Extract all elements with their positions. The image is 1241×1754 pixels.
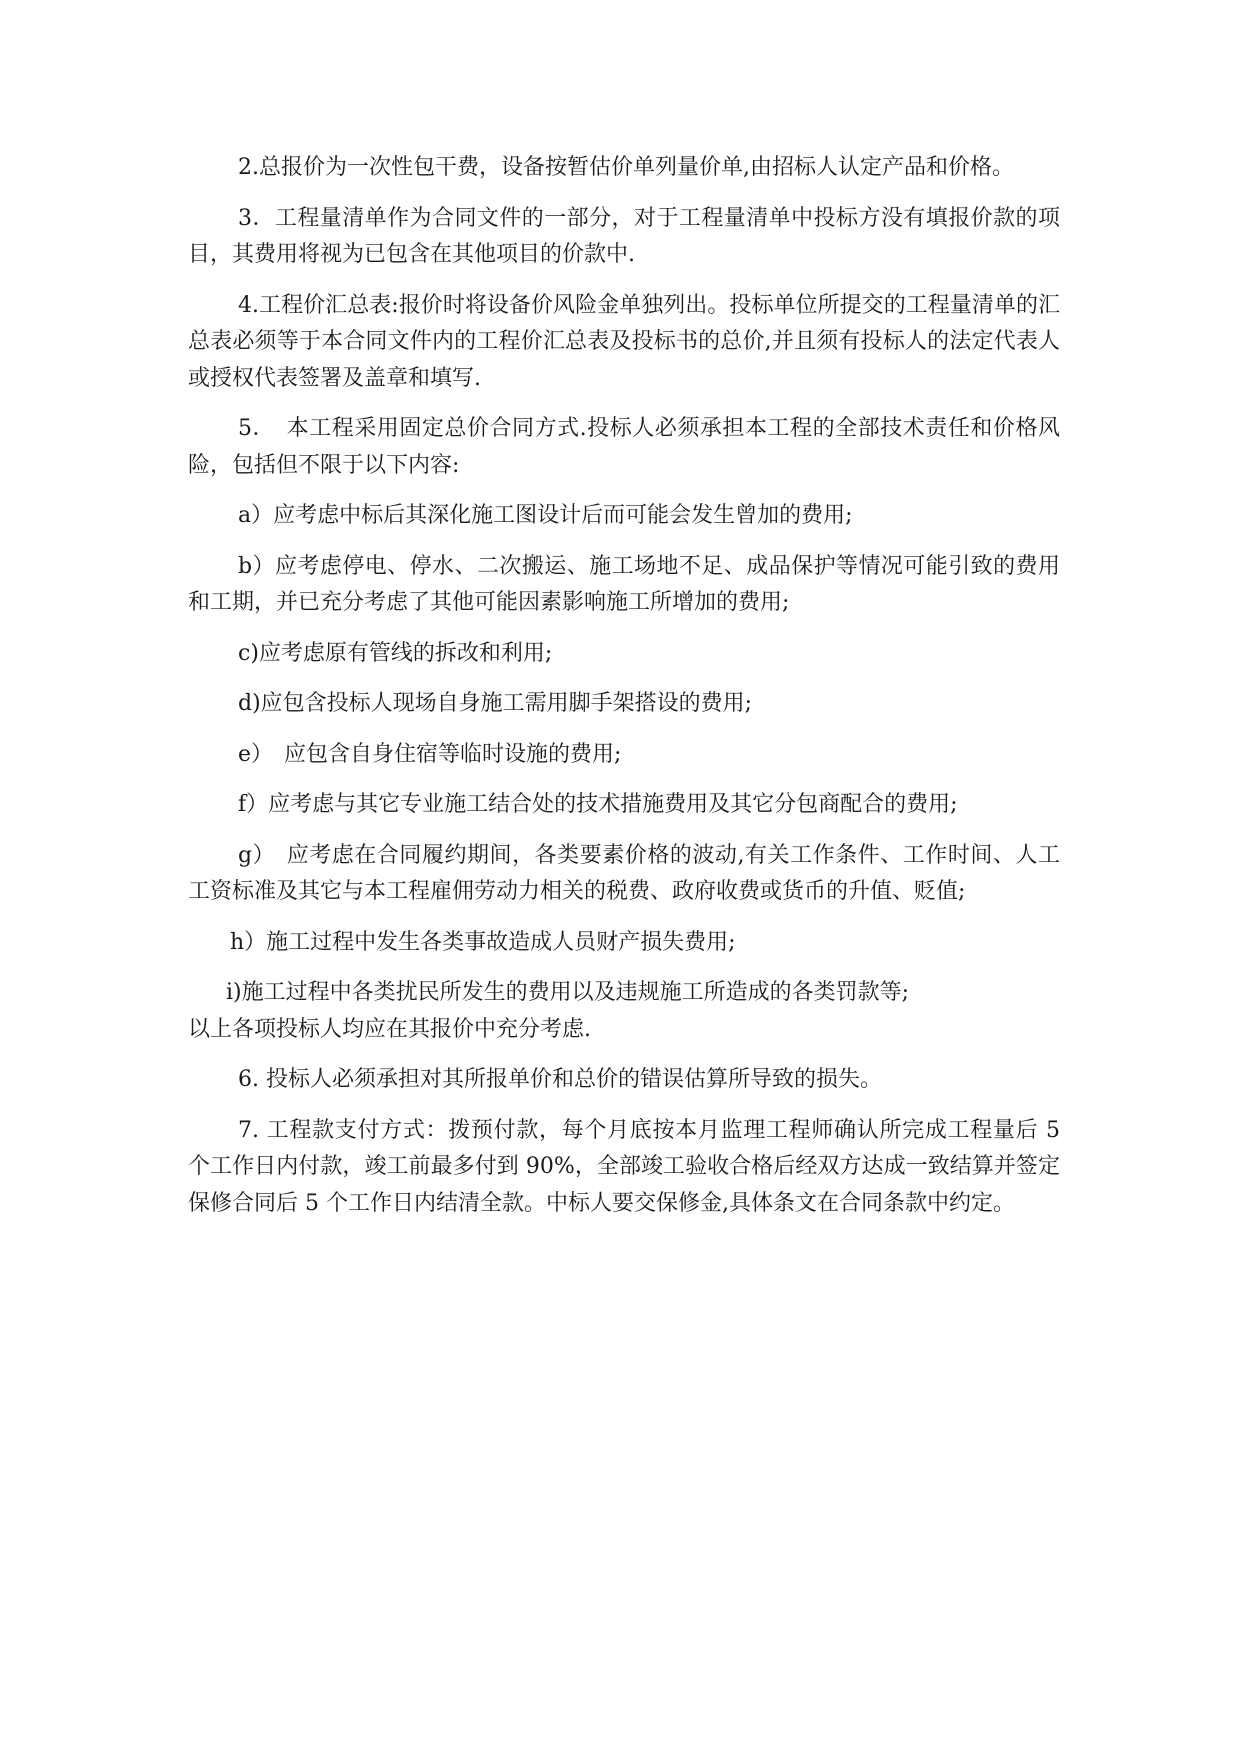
list-item-e: e） 应包含自身住宿等临时设施的费用; <box>238 741 622 767</box>
paragraph-4: 4.工程价汇总表:报价时将设备价风险金单独列出。投标单位所提交的工程量清单的汇总表必须等于本合同文件内的工程价汇总表及投标书的总价,并且须有投标人的法定代表人或授权代表签署及盖章和填写. <box>188 292 1060 391</box>
document-body <box>188 150 1060 1236</box>
list-item-a: a）应考虑中标后其深化施工图设计后而可能会发生曾加的费用; <box>238 503 853 528</box>
paragraph-6: 6. 投标人必须承担对其所报单价和总价的错误估算所导致的损失。 <box>238 1067 882 1092</box>
list-item-b: b）应考虑停电、停水、二次搬运、施工场地不足、成品保护等情况可能引致的费用和工期，并已充分考虑了其他可能因素影响施工所增加的费用; <box>188 553 1060 615</box>
summary-line: 以上各项投标人均应在其报价中充分考虑. <box>188 1016 591 1042</box>
paragraph-7: 7. 工程款支付方式：拨预付款，每个月底按本月监理工程师确认所完成工程量后 5 个工作日内付款，竣工前最多付到 90%，全部竣工验收合格后经双方达成一致结算并签定保修合同后 5 个工作日内结清全款。中标人要交保修金,具体条文在合同条款中约定。 <box>188 1117 1060 1216</box>
paragraph-5: 5． 本工程采用固定总价合同方式.投标人必须承担本工程的全部技术责任和价格风险，包括但不限于以下内容: <box>188 416 1060 478</box>
list-item-f: f）应考虑与其它专业施工结合处的技术措施费用及其它分包商配合的费用; <box>238 792 958 817</box>
paragraph-2: 2.总报价为一次性包干费，设备按暂估价单列量价单,由招标人认定产品和价格。 <box>238 155 1014 180</box>
list-item-c: c)应考虑原有管线的拆改和利用; <box>238 640 553 666</box>
list-item-g: g） 应考虑在合同履约期间，各类要素价格的波动,有关工作条件、工作时间、人工工资标准及其它与本工程雇佣劳动力相关的税费、政府收费或货币的升值、贬值; <box>188 842 1060 904</box>
list-item-d: d)应包含投标人现场自身施工需用脚手架搭设的费用; <box>238 691 753 716</box>
paragraph-3: 3．工程量清单作为合同文件的一部分，对于工程量清单中投标方没有填报价款的项目，其费用将视为已包含在其他项目的价款中. <box>188 205 1060 267</box>
list-item-i: i)施工过程中各类扰民所发生的费用以及违规施工所造成的各类罚款等; <box>226 980 910 1005</box>
list-item-h: h）施工过程中发生各类事故造成人员财产损失费用; <box>230 929 736 955</box>
